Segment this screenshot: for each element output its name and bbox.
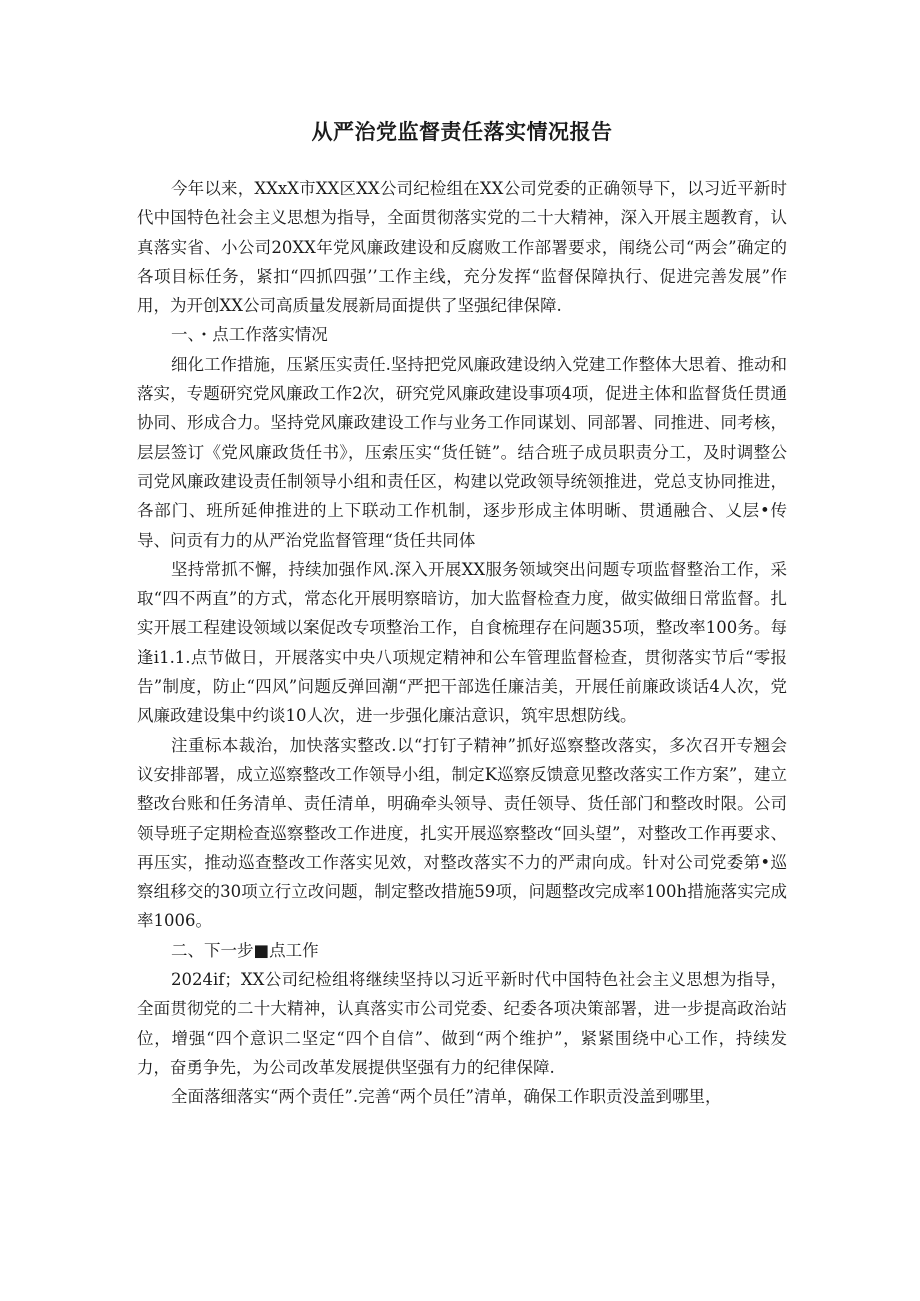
intro-paragraph: 今年以来，XXxX市XX区XX公司纪检组在XX公司党委的正确领导下，以习近平新时代中国特色社会主义思想为指导，全面贯彻落实党的二十大精神，深入开展主题教育，认真落实省、小公司20XX年党风廉政建设和反腐败工作部署要求，闱绕公司“两会”确定的各项目标任务，紧扣“四抓四强’’工作主线，充分发挥“监督保障执行、促进完善发展”作用，为开创XX公司高质量发展新局面提供了坚强纪律保障. — [137, 179, 787, 316]
paragraph-two-responsibilities: 全面落细落实“两个责任”.完善“两个员任”清单，确保工作职贡没盖到哪里， — [171, 1087, 722, 1107]
paragraph-rectification: 注重标本裁治，加快落实整改.以“打钉子精神”抓好巡察整改落实，多次召开专翘会议安排部署，成立巡察整改工作领导小组，制定K巡察反馈意见整改落实工作方案”，建立整改台账和任务清单、责任清单，明确牵头领导、责任领导、货任部门和整改时限。公司领导班子定期检查巡察整改工作进度，扎实开展巡察整改“回头望”，对整改工作再要求、再压实，推动巡查整改工作落实见效，对整改落实不力的严肃向成。针对公司党委第•巡察组移交的30项立行立改问题，制定整改措施59项，问题整改完成率100h措施落实完成率1006。 — [137, 735, 787, 931]
paragraph-2024-plan: 2024if；XX公司纪检组将继续坚持以习近平新时代中国特色社会主义思想为指导，全面贯彻党的二十大精神，认真落实市公司党委、纪委各项决策部署，进一步提高政治站位，增强“四个意识二坚定“四个自信”、做到“两个维护”，紧紧围绕中心工作，持续发力，奋勇争先，为公司改革发展提供坚强有力的纪律保障. — [137, 970, 787, 1077]
section-heading-key-work-status: 一、・点工作落实情况 — [171, 325, 328, 345]
document-title: 从严治党监督责任落实情况报告 — [311, 120, 613, 144]
section-heading-next-steps: 二、下一步■点工作 — [171, 940, 319, 960]
paragraph-work-style: 坚持常抓不懈，持续加强作风.深入开展XX服务领域突出问题专项监督整治工作，采取“四不两直”的方式，常态化开展明察暗访，加大监督检查力度，做实做细日常监督。扎实开展工程建设领域以案促改专项整治工作，自食梳理存在问题35项，整改率100务。每逢i1.1.点节做日，开展落实中央八项规定精神和公车管理监督检查，贯彻落实节后“零报告”制度，防止“四风”问题反弹回潮“严把干部选任廉洁美，开展任前廉政谈话4人次，党风廉政建设集中约谈10人次，进一步强化廉沽意识，筑牢思想防线。 — [137, 559, 787, 726]
paragraph-refine-measures: 细化工作措施，压紧压实责任.坚持把党风廉政建设纳入党建工作整体大思着、推动和落实，专题研究党风廉政工作2次，研究党风廉政建设事项4项，促进主体和监督货任贯通协同、形成合力。坚持党风廉政建设工作与业务工作同谋划、同部署、同推进、同考核，层层签订《党风廉政货任书》，压索压实“货任链”。结合班子成员职责分工，及时调整公司党风廉政建设责任制领导小组和责任区，构建以党政领导统领推进，党总支协同推进，各部门、班所延伸推进的上下联动工作机制，逐步形成主体明晰、贯通融合、乂层•传导、问贡有力的从严治党监督管理“货任共同体 — [137, 354, 787, 550]
document-page — [137, 112, 787, 1112]
